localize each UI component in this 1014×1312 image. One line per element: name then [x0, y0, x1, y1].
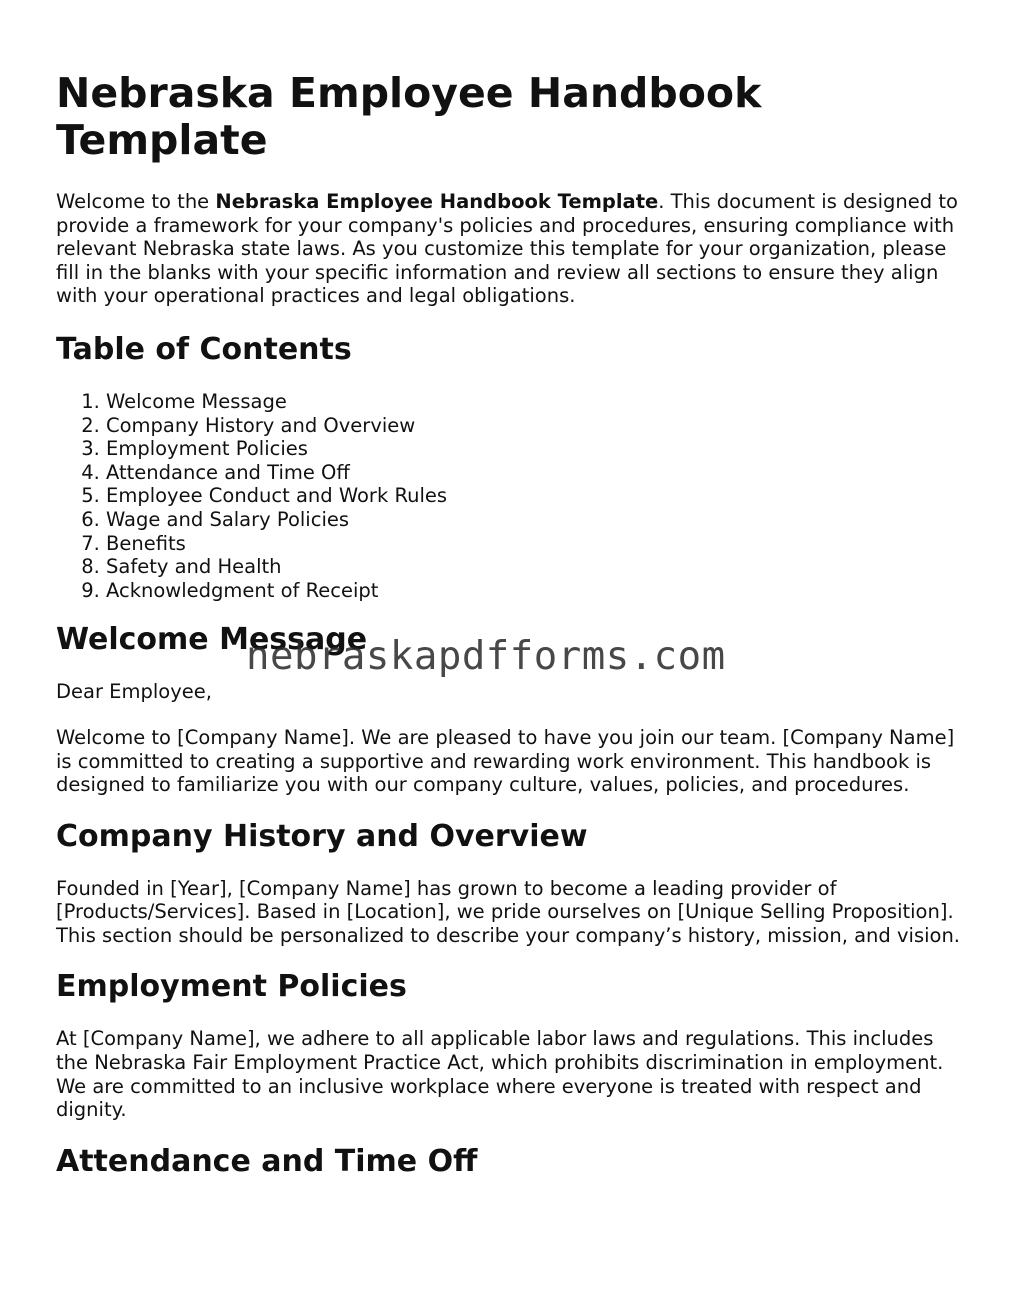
document-page	[56, 70, 966, 1202]
history-body: Founded in [Year], [Company Name] has grown to become a leading provider of [Products/Services]. Based in [Location], we pride ourselves on [Unique Selling Proposition]. This section should be personalized to describe your company’s history, mission, and vision.	[56, 876, 961, 947]
toc-item: 2. Company History and Overview	[106, 414, 966, 438]
welcome-salutation: Dear Employee,	[56, 680, 212, 704]
attendance-heading: Attendance and Time Off	[56, 1143, 478, 1179]
toc-item: 9. Acknowledgment of Receipt	[106, 579, 966, 603]
toc-item: 4. Attendance and Time Off	[106, 461, 966, 485]
welcome-body: Welcome to [Company Name]. We are pleased to have you join our team. [Company Name] is committed to creating a supportive and rewarding work environment. This handbook is designed to familiarize you with our company culture, values, policies, and procedures.	[56, 725, 955, 797]
employment-heading: Employment Policies	[56, 969, 407, 1005]
intro-bold: Nebraska Employee Handbook Template	[215, 190, 659, 213]
history-heading: Company History and Overview	[56, 818, 588, 854]
toc-item: 6. Wage and Salary Policies	[106, 508, 966, 532]
toc-list	[56, 390, 966, 602]
employment-body: At [Company Name], we adhere to all applicable labor laws and regulations. This includes the Nebraska Fair Employment Practice Act, which prohibits discrimination in employment. We are committed to an inclusive workplace where everyone is treated with respect and dignity.	[56, 1027, 944, 1122]
watermark-text: nebraskapdfforms.com	[246, 634, 726, 679]
page-title: Nebraska Employee Handbook Template	[56, 69, 762, 164]
intro-suffix: . This document is designed to provide a framework for your company's policies and procedures, ensuring compliance with relevant Nebraska state laws. As you customize this template for your organization, please fill in the blanks with your specific information and review all sections to ensure they align with your operational practices and legal obligations.	[56, 190, 958, 308]
toc-item: 7. Benefits	[106, 532, 966, 556]
toc-item: 1. Welcome Message	[106, 390, 966, 414]
toc-item: 3. Employment Policies	[106, 437, 966, 461]
toc-item: 8. Safety and Health	[106, 555, 966, 579]
toc-item: 5. Employee Conduct and Work Rules	[106, 484, 966, 508]
intro-prefix: Welcome to the	[56, 190, 216, 213]
welcome-heading: Welcome Message	[56, 622, 368, 658]
toc-heading: Table of Contents	[56, 331, 352, 367]
intro-paragraph	[56, 190, 966, 308]
